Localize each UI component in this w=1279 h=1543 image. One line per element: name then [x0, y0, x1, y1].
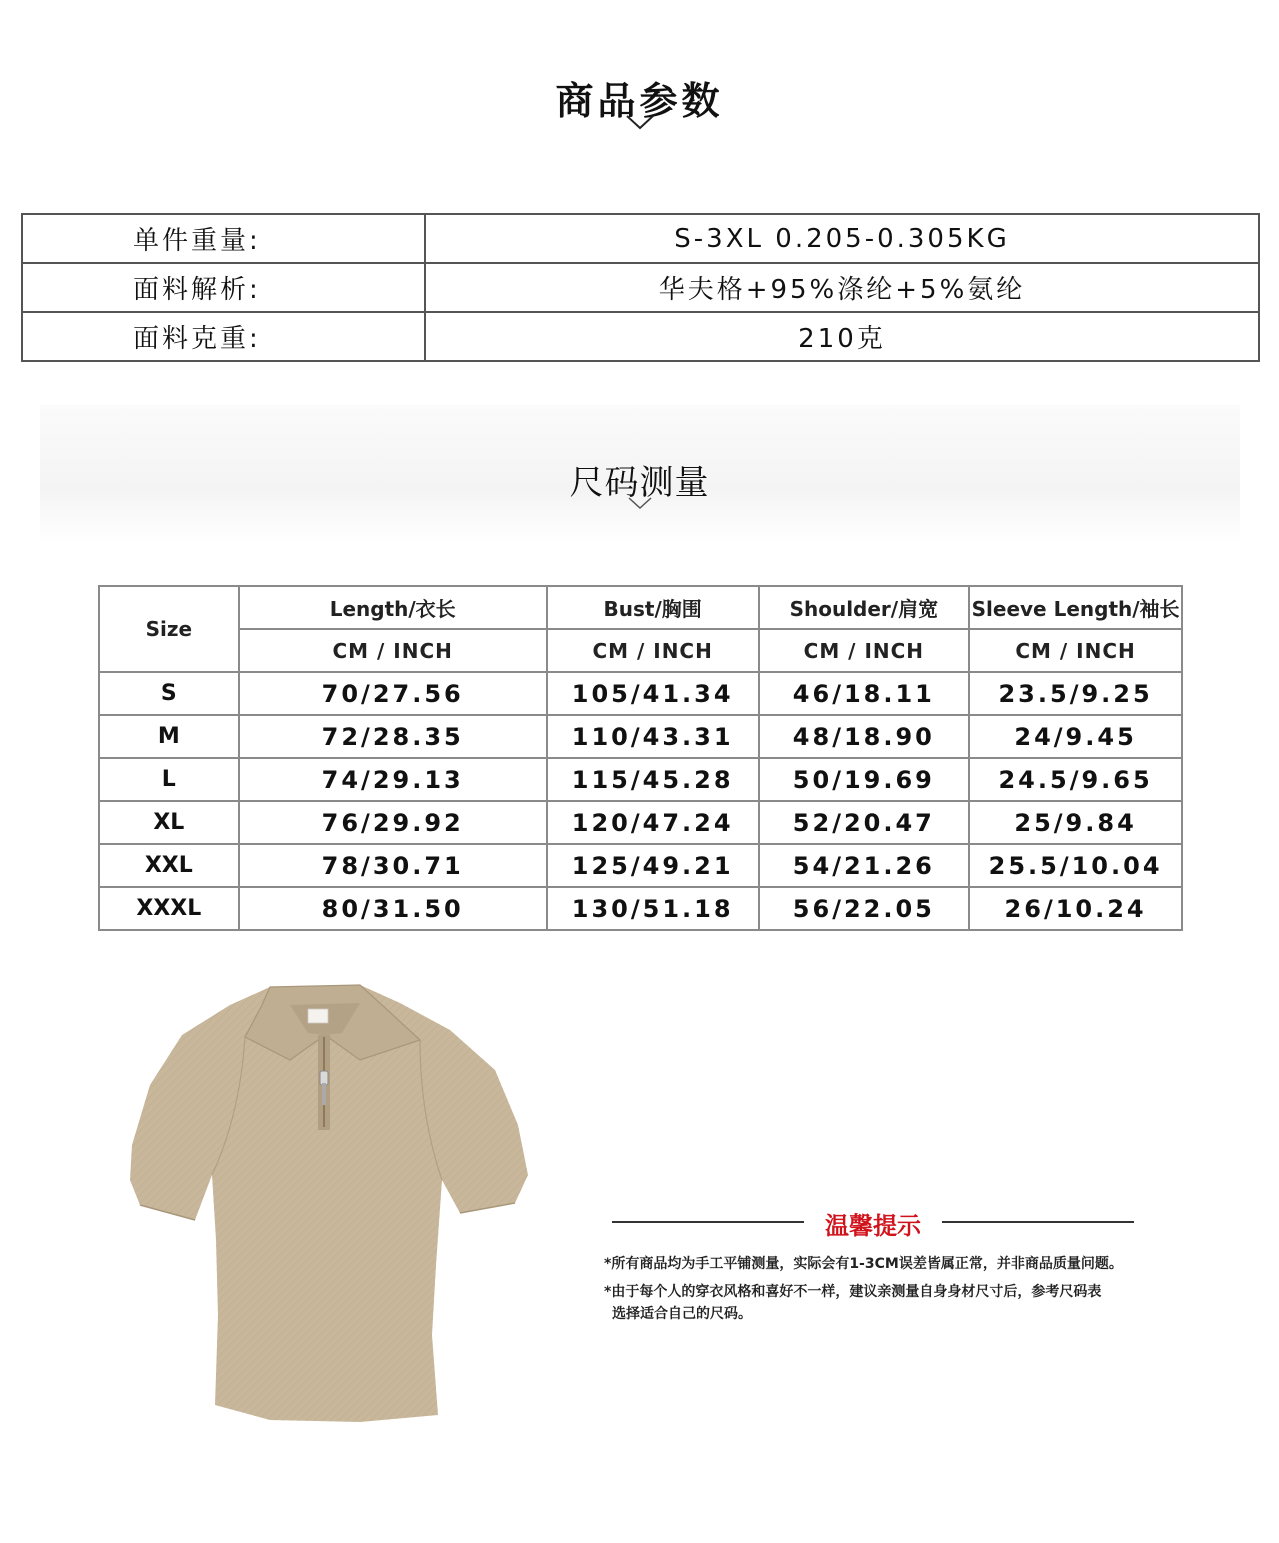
shoulder-cell: 56/22.05 — [759, 887, 970, 930]
size-cell: XXXL — [99, 887, 239, 930]
table-row — [22, 312, 1259, 361]
sleeve-cell: 26/10.24 — [969, 887, 1182, 930]
bust-cell: 115/45.28 — [547, 758, 759, 801]
sleeve-cell: 25/9.84 — [969, 801, 1182, 844]
sleeve-cell: 23.5/9.25 — [969, 672, 1182, 715]
unit-label: CM / INCH — [239, 629, 547, 672]
bust-cell: 125/49.21 — [547, 844, 759, 887]
length-cell: 74/29.13 — [239, 758, 547, 801]
param-value: S-3XL 0.205-0.305KG — [425, 214, 1259, 263]
size-cell: L — [99, 758, 239, 801]
table-row — [22, 263, 1259, 312]
notice-text-line: 选择适合自己的尺码。 — [612, 1306, 752, 1322]
shoulder-cell: 48/18.90 — [759, 715, 970, 758]
shoulder-cell: 52/20.47 — [759, 801, 970, 844]
unit-label: CM / INCH — [547, 629, 759, 672]
size-cell: S — [99, 672, 239, 715]
header-size: Size — [99, 586, 239, 672]
unit-label: CM / INCH — [969, 629, 1182, 672]
size-table — [98, 585, 1183, 931]
shoulder-cell: 50/19.69 — [759, 758, 970, 801]
params-table — [21, 213, 1260, 362]
length-cell: 76/29.92 — [239, 801, 547, 844]
product-shirt-image — [120, 975, 540, 1425]
size-cell: XL — [99, 801, 239, 844]
notice-text: *所有商品均为手工平铺测量，实际会有1-3CM误差皆属正常，并非商品质量问题。 — [604, 1256, 1123, 1272]
bust-cell: 130/51.18 — [547, 887, 759, 930]
chevron-down-icon — [0, 496, 1279, 510]
table-row — [22, 214, 1259, 263]
sleeve-cell: 24/9.45 — [969, 715, 1182, 758]
param-value: 210克 — [425, 312, 1259, 361]
bust-cell: 105/41.34 — [547, 672, 759, 715]
params-title: 商品参数 — [555, 79, 724, 123]
bust-cell: 120/47.24 — [547, 801, 759, 844]
table-row — [99, 672, 1182, 715]
header-length: Length/衣长 — [239, 586, 547, 629]
notice-title: 温馨提示 — [825, 1212, 921, 1240]
length-cell: 70/27.56 — [239, 672, 547, 715]
header-shoulder: Shoulder/肩宽 — [759, 586, 970, 629]
shoulder-cell: 46/18.11 — [759, 672, 970, 715]
notice-text-line: *由于每个人的穿衣风格和喜好不一样，建议亲测量自身身材尺寸后，参考尺码表 — [604, 1284, 1102, 1300]
chevron-down-icon — [0, 114, 1279, 130]
param-key: 面料解析: — [22, 263, 425, 312]
size-cell: M — [99, 715, 239, 758]
length-cell: 72/28.35 — [239, 715, 547, 758]
param-value: 华夫格+95%涤纶+5%氨纶 — [425, 263, 1259, 312]
table-row — [99, 887, 1182, 930]
table-row — [99, 801, 1182, 844]
sleeve-cell: 25.5/10.04 — [969, 844, 1182, 887]
sleeve-cell: 24.5/9.65 — [969, 758, 1182, 801]
divider — [942, 1221, 1134, 1223]
table-row — [99, 758, 1182, 801]
length-cell: 80/31.50 — [239, 887, 547, 930]
header-sleeve: Sleeve Length/袖长 — [969, 586, 1182, 629]
bust-cell: 110/43.31 — [547, 715, 759, 758]
notice-text — [604, 1281, 1184, 1325]
notice-header — [612, 1206, 1134, 1238]
table-row — [99, 844, 1182, 887]
table-row — [99, 715, 1182, 758]
param-key: 单件重量: — [22, 214, 425, 263]
size-cell: XXL — [99, 844, 239, 887]
table-unit-row — [99, 629, 1182, 672]
param-key: 面料克重: — [22, 312, 425, 361]
unit-label: CM / INCH — [759, 629, 970, 672]
shoulder-cell: 54/21.26 — [759, 844, 970, 887]
size-title: 尺码测量 — [569, 463, 710, 503]
table-header-row — [99, 586, 1182, 629]
header-bust: Bust/胸围 — [547, 586, 759, 629]
length-cell: 78/30.71 — [239, 844, 547, 887]
